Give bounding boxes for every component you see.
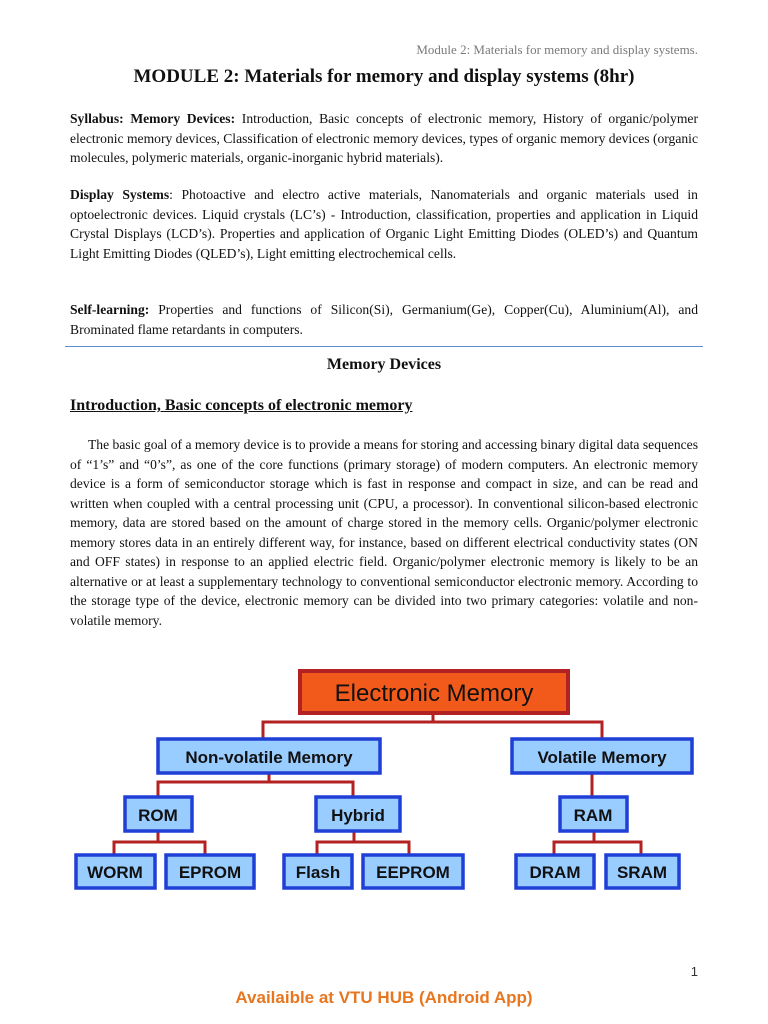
running-header: Module 2: Materials for memory and display systems.	[416, 42, 698, 57]
syllabus-text: Introduction, Basic concepts of electronic memory, History of organic/polymer electronic memory devices, Classification of electronic memory devices, types of organic memory devices (organic molecules, polymeric materials, organic-inorganic hybrid materials).	[70, 111, 698, 165]
node-dram-label: DRAM	[529, 863, 581, 882]
self-learning-text: Properties and functions of Silicon(Si), Germanium(Ge), Copper(Cu), Aluminium(Al), and Brominated flame retardants in computers.	[70, 302, 698, 337]
node-eeprom-label: EEPROM	[376, 863, 450, 882]
node-volatile-memory	[512, 739, 692, 773]
display-systems-text: : Photoactive and electro active materials, Nanomaterials and organic materials used in optoelectronic devices. Liquid crystals (LC’s) - Introduction, classification, properties and application in Liquid Crystal Displays (LCD’s). Properties and application of Organic Light Emitting Diodes (OLED’s) and Quantum Light Emitting Diodes (QLED’s), Light emitting electrochemical cells.	[70, 187, 698, 261]
node-rom-label: ROM	[138, 806, 178, 825]
body-paragraph: The basic goal of a memory device is to provide a means for storing and accessing binary digital data sequences of “1’s” and “0’s”, as one of the core functions (primary storage) of modern computers. An electronic memory device is a form of semiconductor storage which is fast in response and compact in size, and can be read and written when coupled with a central processing unit (CPU, a processor). In conventional silicon-based electronic memory, data are stored based on the amount of charge stored in the memory cells. Organic/polymer electronic memory stores data in an entirely different way, for instance, based on different electrical conductivity states (ON and OFF states) in response to an applied electric field. Organic/polymer electronic memory is likely to be an alternative or at least a supplementary technology to conventional semiconductor electronic memory. According to the storage type of the device, electronic memory can be divided into two primary categories: volatile and non-volatile memory.	[70, 437, 698, 628]
node-eprom-label: EPROM	[178, 863, 242, 882]
node-non-volatile-memory-label: Non-volatile Memory	[185, 748, 353, 767]
node-worm-label: WORM	[87, 863, 143, 882]
subsection-heading: Introduction, Basic concepts of electronic memory	[70, 397, 413, 414]
syllabus-label: Syllabus: Memory Devices:	[70, 111, 236, 126]
node-sram-label: SRAM	[616, 863, 668, 882]
node-hybrid-label: Hybrid	[331, 806, 385, 825]
node-eprom	[166, 855, 254, 888]
node-ram	[560, 797, 627, 831]
page-title: MODULE 2: Materials for memory and display systems (8hr)	[133, 66, 635, 87]
node-flash	[284, 855, 352, 888]
connector-non-volatile	[158, 773, 353, 797]
node-sram	[606, 855, 679, 888]
node-hybrid	[316, 797, 400, 831]
node-electronic-memory	[300, 671, 568, 713]
node-volatile-memory-label: Volatile Memory	[537, 748, 667, 767]
section-heading: Memory Devices	[326, 356, 442, 373]
node-non-volatile-memory	[158, 739, 380, 773]
node-electronic-memory-label: Electronic Memory	[334, 680, 534, 707]
self-learning-label: Self-learning:	[70, 302, 150, 317]
node-eeprom	[363, 855, 463, 888]
node-ram-label: RAM	[573, 806, 613, 825]
node-dram	[516, 855, 594, 888]
page-number: 1	[690, 964, 698, 979]
connector-hybrid	[317, 832, 409, 855]
node-rom	[125, 797, 192, 831]
node-worm	[76, 855, 155, 888]
footer-availability-note: Availaible at VTU HUB (Android App)	[235, 988, 533, 1007]
display-systems-label: Display Systems	[70, 187, 170, 202]
node-flash-label: Flash	[295, 863, 341, 882]
connector-ram	[554, 832, 641, 855]
connector-rom	[114, 832, 205, 855]
